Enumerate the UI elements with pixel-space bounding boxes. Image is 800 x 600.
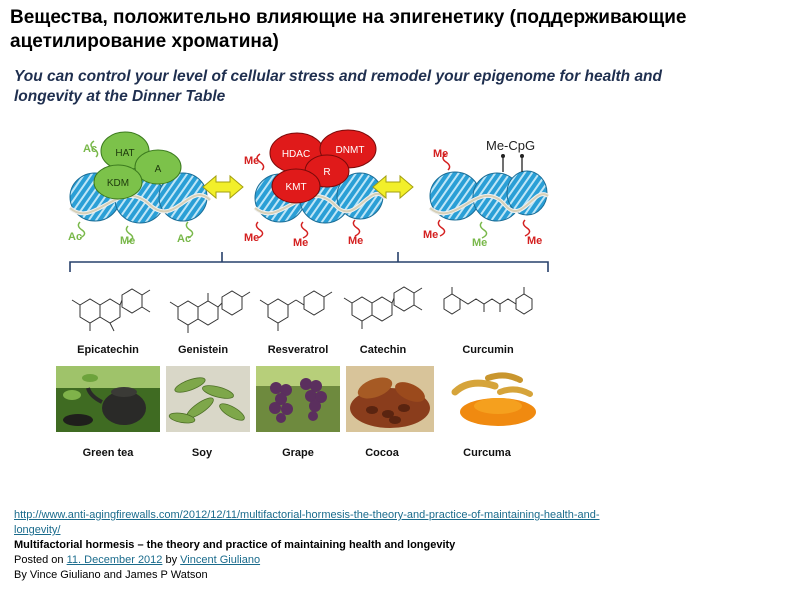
mark-ac-top-left: Ac	[83, 143, 98, 155]
mark-me-bottom-right-green: Me	[472, 237, 488, 249]
epicatechin-structure	[72, 289, 150, 331]
food-photo-cocoa	[346, 366, 434, 432]
compound-label-catechin: Catechin	[359, 344, 407, 356]
food-label-grape: Grape	[282, 447, 314, 459]
source-citation	[14, 508, 714, 583]
compound-label-epicatechin: Epicatechin	[77, 344, 139, 356]
enzyme-kdm: KDM	[106, 178, 130, 189]
source-url-link[interactable]: http://www.anti-agingfirewalls.com/2012/12/11/multifactorial-hormesis-the-theory-and-practice-of-maintaining-health-and-	[14, 509, 600, 521]
post-meta	[14, 553, 714, 568]
banner-line-1: You can control your level of cellular stress and remodel your epigenome for health and	[14, 68, 662, 85]
enzyme-kmt: KMT	[285, 182, 307, 193]
compound-label-resveratrol: Resveratrol	[267, 344, 329, 356]
food-photo-green-tea	[56, 366, 160, 432]
food-photo-grape	[256, 366, 340, 432]
compound-labels	[77, 344, 514, 356]
food-photo-curcuma	[440, 366, 550, 432]
food-photo-soy	[166, 366, 250, 432]
mark-me-bottom-right-2: Me	[527, 235, 543, 247]
enzyme-hdac: HDAC	[281, 149, 311, 160]
compound-structures	[72, 287, 532, 333]
mark-ac-bottom-left: Ac	[68, 231, 83, 243]
food-label-curcuma: Curcuma	[463, 447, 511, 459]
mark-me-bottom-middle-3: Me	[348, 235, 364, 247]
post-date-link[interactable]: 11. December 2012	[66, 554, 163, 566]
article-title: Multifactorial hormesis – the theory and practice of maintaining health and longevity	[14, 539, 456, 551]
slide-title: Вещества, положительно влияющие на эпигенетику (поддерживающие ацетилирование хроматина)	[10, 7, 687, 52]
curcumin-structure	[444, 287, 532, 314]
food-labels	[83, 447, 512, 459]
food-label-cocoa: Cocoa	[365, 447, 399, 459]
enzyme-a: A	[154, 164, 162, 175]
food-label-soy: Soy	[191, 447, 213, 459]
mark-mecpg: Me-CpG	[486, 138, 536, 153]
double-arrow-left	[203, 176, 243, 198]
mark-me-bottom-left: Me	[120, 235, 136, 247]
marks-right-green	[480, 222, 486, 238]
food-label-green-tea: Green tea	[82, 447, 134, 459]
mark-me-top-right: Me	[433, 148, 449, 160]
source-url-link-cont[interactable]: longevity/	[14, 524, 61, 536]
byline: By Vince Giuliano and James P Watson	[14, 569, 208, 581]
posted-on-label: Posted on	[14, 554, 64, 566]
mark-me-bottom-right-1: Me	[423, 229, 439, 241]
catechin-structure	[344, 287, 422, 329]
banner-line-2: longevity at the Dinner Table	[14, 88, 226, 105]
genistein-structure	[170, 291, 250, 333]
enzyme-r: R	[323, 167, 331, 178]
mark-me-bottom-middle-2: Me	[293, 237, 309, 249]
mark-ac-bottom-right: Ac	[177, 233, 192, 245]
by-label: by	[165, 554, 178, 566]
mark-me-top-middle: Me	[244, 155, 260, 167]
compound-label-curcumin: Curcumin	[462, 344, 514, 356]
enzyme-hat: HAT	[115, 148, 135, 159]
resveratrol-structure	[260, 291, 332, 331]
enzyme-dnmt: DNMT	[335, 145, 365, 156]
compound-label-genistein: Genistein	[177, 344, 229, 356]
mark-me-bottom-middle-1: Me	[244, 232, 260, 244]
author-link[interactable]: Vincent Giuliano	[180, 554, 261, 566]
grouping-bracket	[70, 252, 548, 272]
